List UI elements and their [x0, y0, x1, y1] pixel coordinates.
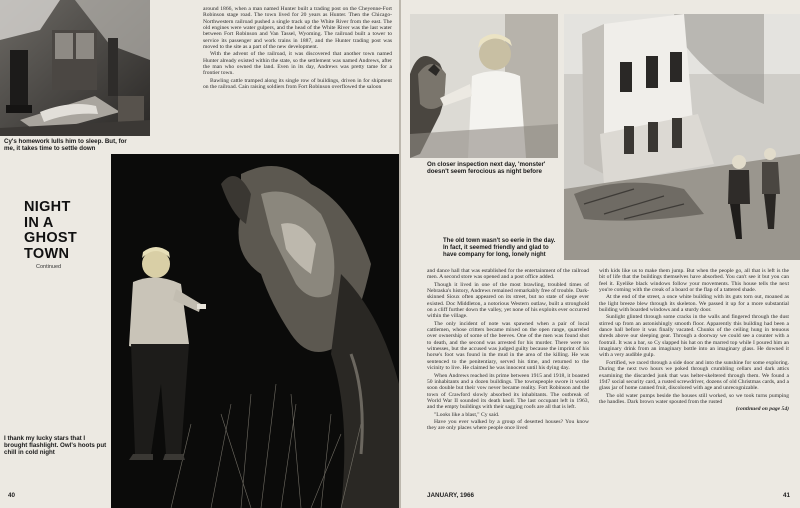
paragraph: When Andrews reached its prime between 1915 and 1918, it boasted 50 inhabitants and a dozen buildings. The townspeople swore it would soon double but their vow never became reality. Fort Robinson and the town of Crawford slowly absorbed its inhabitants. The outbreak of World War II sounded its death knell. The last occupant left in 1963, and the empty buildings with their sagging roofs are all that is left.	[427, 372, 589, 411]
photo-deserted-house	[564, 14, 800, 260]
paragraph: with kids like us to make them jump. But when the people go, all that is left is the bit of life that the buildings themselves have absorbed. You can't see it but you can feel it. Eyelike black windows follow your movements. This house tells the next you're coming with the creak of a board or the flap of a tattered shade.	[599, 268, 789, 294]
paragraph: The only incident of note was spawned when a pair of local cattlemen, whose critters became mixed on the open range, quarreled over ownership of some of the beeves. One of the men was found shot to death, and the second was arrested for his murder. There were no witnesses, but the accused was judged guilty because the imprint of his horse's foot was found in the mud in the area of the killing. He was sentenced to the penitentiary, served his time, and returned to the vicinity to live. He claimed he was innocent until his dying day.	[427, 320, 589, 372]
paragraph: Fortified, we raced through a side door and into the sunshine for some exploring. During the next two hours we poked through crumbling cellars and dark attics examining the discarded junk that was helter-skeltered through them. We found a 1947 social security card, a rusted screwdriver, dozens of old Christmas cards, and a glass jar of home canned fruit, discolored with age and unrecognizable.	[599, 359, 789, 392]
paragraph: Sunlight glinted through some cracks in the walls and fingered through the dust stirred up from an astonishingly smooth floor. Apparently this building had been a dance hall before it was finally vacated. Chunks of the ceiling hung in tenuous shreds above our sleeping gear. Through a doorway we could see a counter with a footrail. It was a bar, so Cy slapped his hat on the marred top while I poured him an imaginary drink from an imaginary bottle into an imaginary glass. He downed it with a very audible gulp.	[599, 314, 789, 359]
caption-owl: On closer inspection next day, 'monster' doesn't seem ferocious as night before	[427, 161, 546, 176]
caption-flashlight: I thank my lucky stars that I brought flashlight. Owl's hoots put chill in cold night	[4, 435, 107, 457]
photo-boy-with-owl	[410, 14, 558, 158]
paragraph: and dance hall that was established for the entertainment of the railroad men. A second store was opened and a post office added.	[427, 268, 589, 281]
paragraph: Though it lived in one of the most brawling, troubled times of Nebraska's history, Andrews remained remarkably free of trouble. Dark-skinned Sioux often appeared on its street, but no state of siege ever existed. Doc Middleton, a notorious Western outlaw, built a stronghold on a cliff further down the valley, yet none of his exploits ever occurred within the village.	[427, 281, 589, 320]
right-article-column-1	[427, 268, 589, 433]
title-line: NIGHT	[24, 199, 71, 215]
continued-label: Continued	[36, 264, 62, 270]
caption-homework: Cy's homework lulls him to sleep. But, for me, it takes time to settle down	[4, 138, 127, 153]
paragraph: around 1866, when a man named Hunter built a trading post on the Cheyenne-Fort Robinson stage road. The town lived for 20 years as Hunter. Then the Chicago-Northwestern railroad pushed a single track up the White River from the east. The old engines were water gulpers, and the head of the White River was the last water between Fort Robinson and Van Tassel, Wyoming. The railroad built a tower to service its passenger and work trains in 1887, and the Hunter trading post was moved to the site as a part of the new development.	[203, 6, 392, 51]
paragraph: Bawling cattle tramped along its single row of buildings, driven in for shipment on the railroad. Cain raising soldiers from Fort Robinson overflowed the saloon	[203, 77, 392, 91]
left-article-column	[203, 6, 392, 91]
photo-cabin-interior	[0, 0, 150, 136]
title-line: GHOST	[24, 230, 78, 246]
folio-right: 41	[782, 492, 790, 499]
continued-on-note: (continued on page 54)	[735, 406, 789, 413]
title-line: IN A	[24, 214, 54, 231]
paragraph: At the end of the street, a once white building with its guts torn out, moaned as the light breeze blew through its skeleton. We passed it up for a more substantial building with boarded windows and a sturdy door.	[599, 294, 789, 314]
paragraph: The old water pumps beside the houses still worked, so we took turns pumping the handles. Dark brown water spouted from the rusted	[599, 392, 789, 405]
right-page	[401, 0, 800, 508]
title-line: TOWN	[24, 245, 70, 262]
folio-date: JANUARY, 1966	[427, 492, 475, 499]
article-title	[24, 200, 77, 262]
paragraph: "Looks like a blast," Cy said.	[434, 411, 500, 418]
photo-night-boy-flashlight	[111, 154, 399, 508]
folio-left: 40	[8, 492, 16, 499]
right-article-column-2	[599, 268, 789, 414]
left-page	[0, 0, 399, 508]
caption-daytime: The old town wasn't so eerie in the day. In fact, it seemed friendly and glad to have company for long, lonely night	[443, 238, 556, 258]
paragraph: Have you ever walked by a group of deserted houses? You know they are only places where people once lived	[427, 418, 589, 432]
paragraph: With the advent of the railroad, it was discovered that another town named Hunter already existed within the state, so the settlement was named Andrews, after the man who owned the land. Even in its day, Andrews was pretty tame for a frontier town.	[203, 51, 392, 77]
